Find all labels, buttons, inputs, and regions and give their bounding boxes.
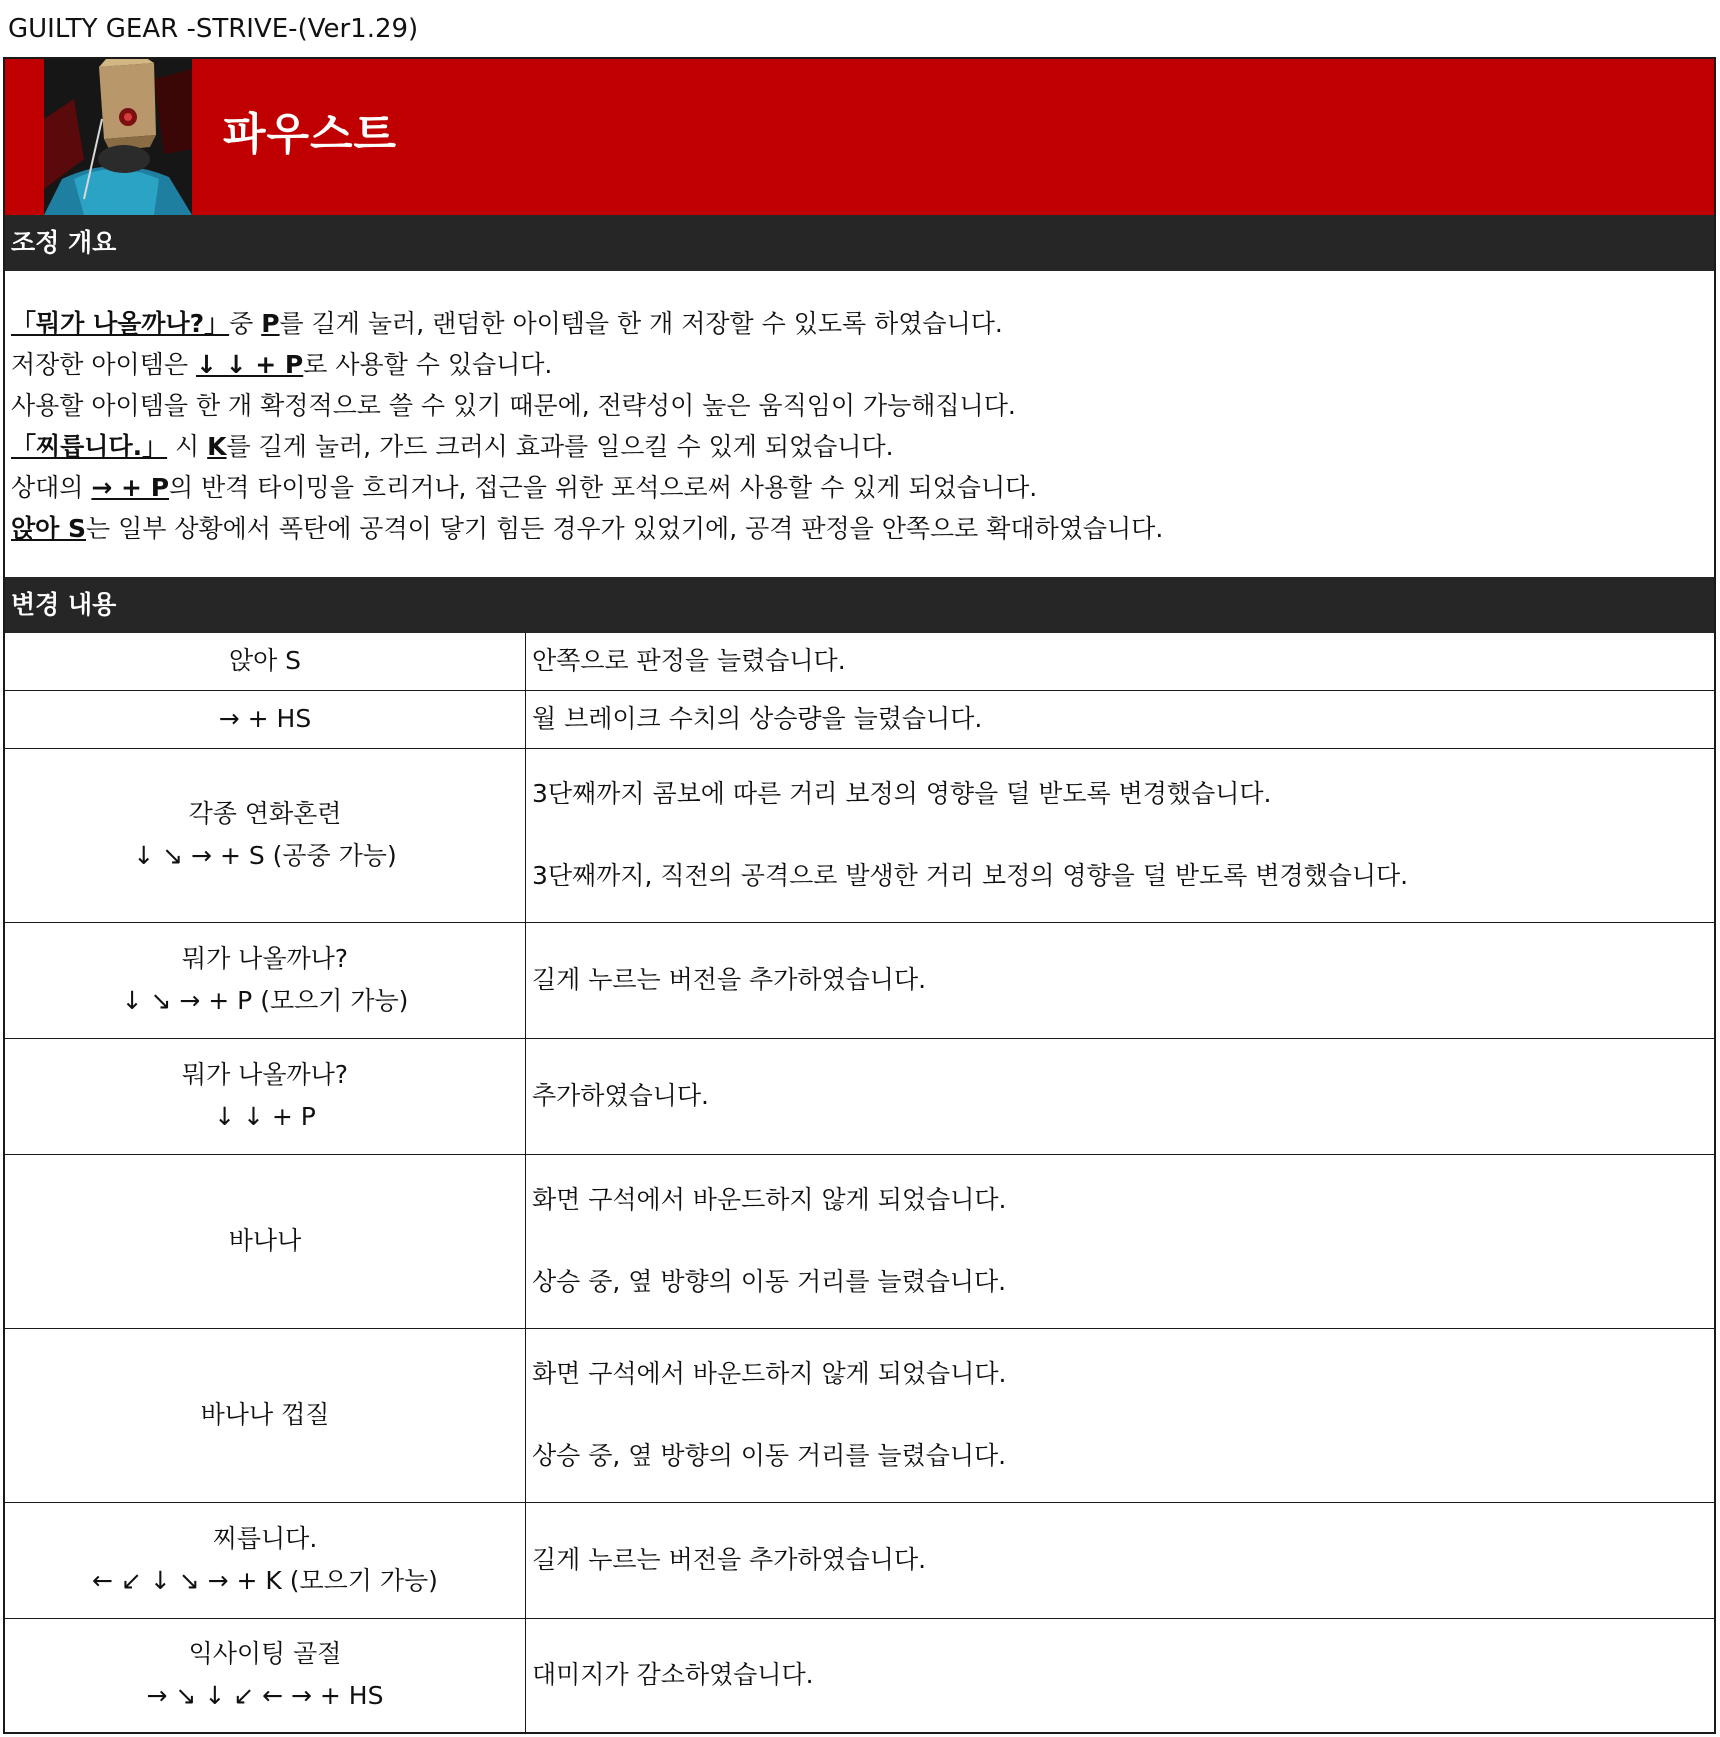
- command-ref: ↓ ↓ + P: [195, 350, 304, 379]
- change-description-cell: 안쪽으로 판정을 늘렸습니다.: [526, 633, 1715, 690]
- overview-line: 「찌릅니다.」 시 K를 길게 눌러, 가드 크러시 효과를 일으킬 수 있게 되었습니다.: [11, 432, 894, 461]
- table-row: [5, 633, 1714, 690]
- change-description-cell: 월 브레이크 수치의 상승량을 늘렸습니다.: [526, 690, 1715, 748]
- overview-line: 앉아 S는 일부 상황에서 폭탄에 공격이 닿기 힘든 경우가 있었기에, 공격 판정을 안쪽으로 확대하였습니다.: [11, 514, 1164, 543]
- command-input: ← ↙ ↓ ↘ → + K (모으기 가능): [92, 1566, 438, 1595]
- move-name-cell: 뭐가 나올까나? ↓ ↓ + P: [5, 1038, 526, 1154]
- table-row: [5, 1154, 1714, 1328]
- table-row: [5, 748, 1714, 922]
- character-banner: [5, 59, 1714, 215]
- command-ref: → + P: [91, 473, 170, 502]
- document-title: GUILTY GEAR -STRIVE-(Ver1.29): [8, 14, 419, 44]
- patch-notes-card: [3, 57, 1716, 1734]
- button-ref: P: [261, 309, 280, 338]
- change-description-cell: 3단째까지 콤보에 따른 거리 보정의 영향을 덜 받도록 변경했습니다. 3단째까지, 직전의 공격으로 발생한 거리 보정의 영향을 덜 받도록 변경했습니다.: [526, 748, 1715, 922]
- move-name-cell: 익사이팅 골절 → ↘ ↓ ↙ ← → + HS: [5, 1618, 526, 1732]
- change-description-cell: 화면 구석에서 바운드하지 않게 되었습니다. 상승 중, 옆 방향의 이동 거리를 늘렸습니다.: [526, 1328, 1715, 1502]
- overview-section-header: 조정 개요: [5, 215, 1714, 271]
- overview-line: 사용할 아이템을 한 개 확정적으로 쓸 수 있기 때문에, 전략성이 높은 움직임이 가능해집니다.: [11, 391, 1016, 420]
- character-portrait: [44, 59, 192, 215]
- move-name-cell: 찌릅니다. ← ↙ ↓ ↘ → + K (모으기 가능): [5, 1502, 526, 1618]
- move-name-cell: 뭐가 나올까나? ↓ ↘ → + P (모으기 가능): [5, 922, 526, 1038]
- table-row: [5, 690, 1714, 748]
- table-row: [5, 1502, 1714, 1618]
- overview-line: 상대의 → + P의 반격 타이밍을 흐리거나, 접근을 위한 포석으로써 사용할 수 있게 되었습니다.: [11, 473, 1038, 502]
- command-input: ↓ ↓ + P: [214, 1102, 316, 1131]
- character-portrait-art: [44, 59, 192, 215]
- table-row: [5, 922, 1714, 1038]
- changes-table: [5, 633, 1714, 1732]
- move-name-cell: 앉아 S: [5, 633, 526, 690]
- change-description-cell: 화면 구석에서 바운드하지 않게 되었습니다. 상승 중, 옆 방향의 이동 거리를 늘렸습니다.: [526, 1154, 1715, 1328]
- overview-line: 저장한 아이템은 ↓ ↓ + P로 사용할 수 있습니다.: [11, 350, 553, 379]
- table-row: [5, 1038, 1714, 1154]
- command-input: → ↘ ↓ ↙ ← → + HS: [146, 1681, 384, 1711]
- overview-text: [11, 303, 1163, 549]
- changes-section-header: 변경 내용: [5, 577, 1714, 633]
- move-ref: 「찌릅니다.」: [11, 432, 168, 461]
- change-description-cell: 대미지가 감소하였습니다.: [526, 1618, 1715, 1732]
- change-description-cell: 길게 누르는 버전을 추가하였습니다.: [526, 922, 1715, 1038]
- move-name-cell: 바나나: [5, 1154, 526, 1328]
- command-input: ↓ ↘ → + S (공중 가능): [133, 841, 397, 870]
- table-row: [5, 1328, 1714, 1502]
- table-row: [5, 1618, 1714, 1732]
- move-name-cell: → + HS: [5, 690, 526, 748]
- change-description-cell: 추가하였습니다.: [526, 1038, 1715, 1154]
- overview-line: 「뭐가 나올까나?」중 P를 길게 눌러, 랜덤한 아이템을 한 개 저장할 수 있도록 하였습니다.: [11, 309, 1003, 338]
- character-name: 파우스트: [223, 109, 398, 160]
- move-name-cell: 바나나 껍질: [5, 1328, 526, 1502]
- move-ref: 앉아 S: [11, 514, 87, 543]
- command-input: ↓ ↘ → + P (모으기 가능): [121, 986, 409, 1015]
- change-description-cell: 길게 누르는 버전을 추가하였습니다.: [526, 1502, 1715, 1618]
- button-ref: K: [207, 432, 227, 461]
- move-name-cell: 각종 연화혼련 ↓ ↘ → + S (공중 가능): [5, 748, 526, 922]
- move-ref: 「뭐가 나올까나?」: [11, 309, 230, 338]
